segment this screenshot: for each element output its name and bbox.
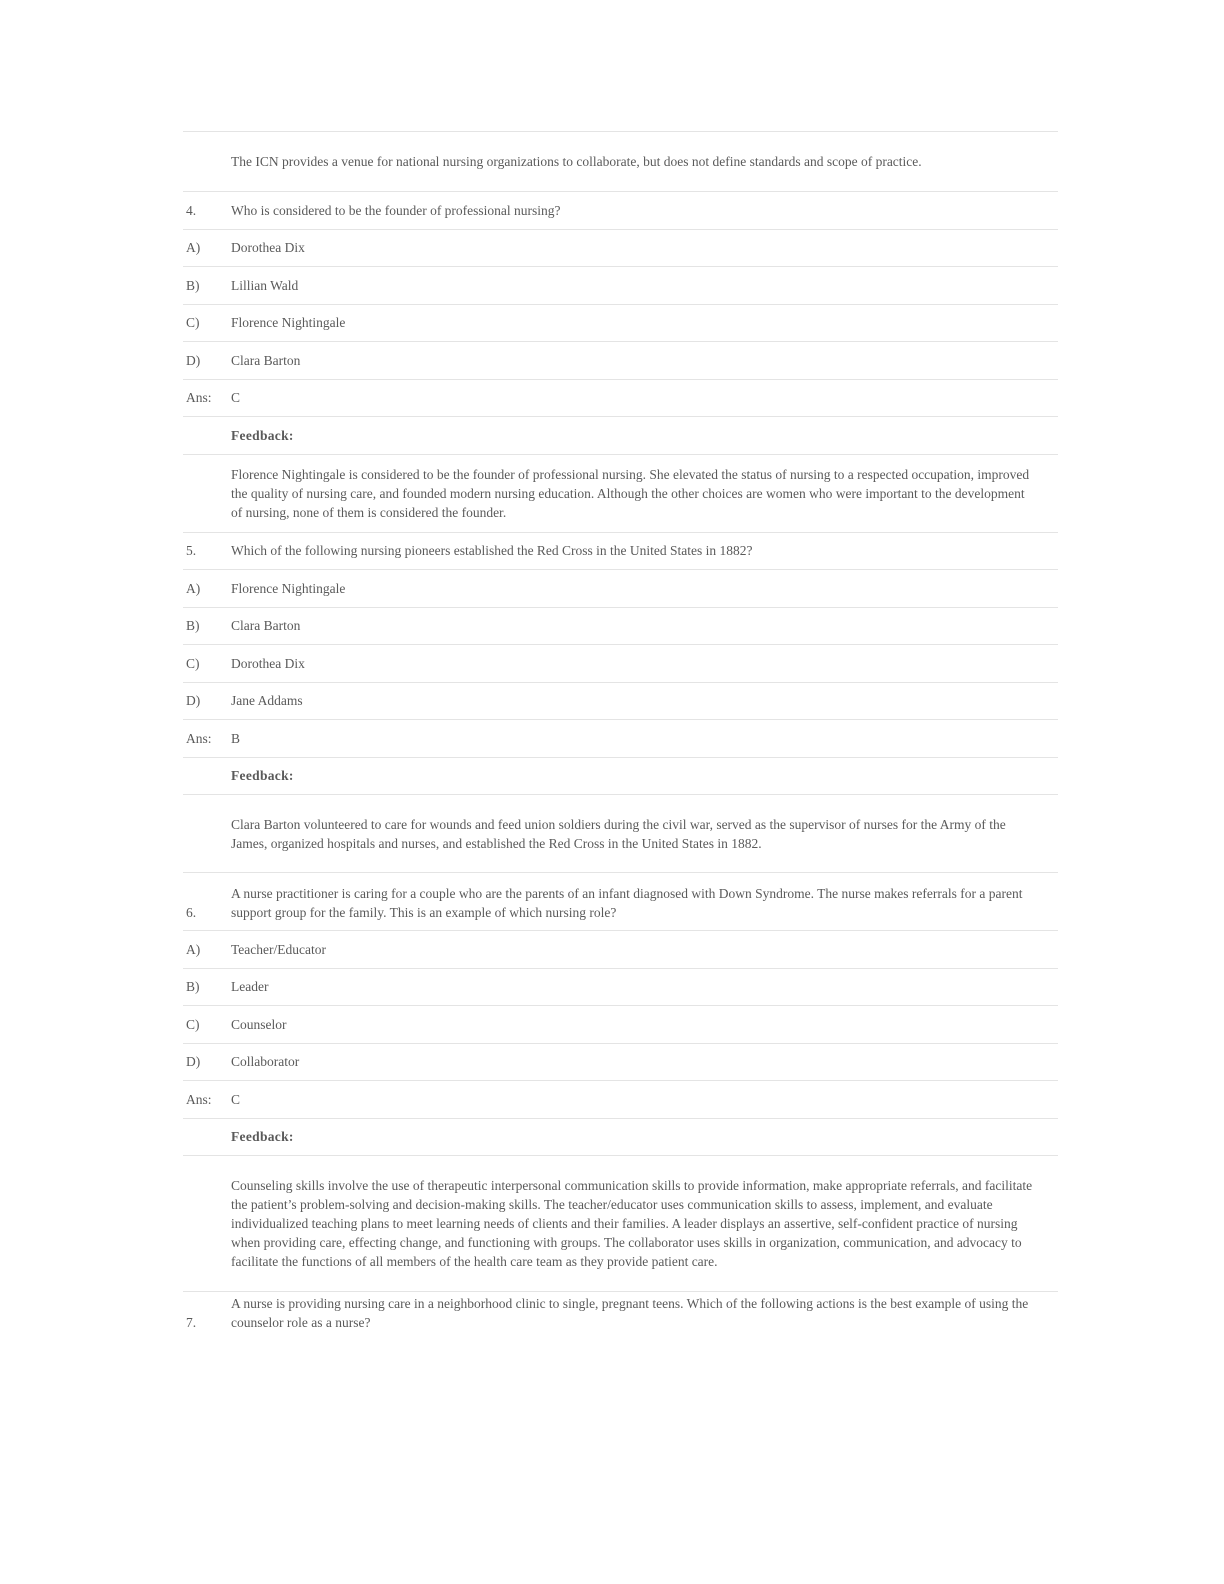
answer-value: C — [231, 390, 241, 406]
option-text: Florence Nightingale — [231, 580, 346, 596]
option-label: D) — [186, 352, 201, 368]
option-label: B) — [186, 979, 200, 995]
option-text: Dorothea Dix — [231, 240, 305, 256]
option-text: Dorothea Dix — [231, 655, 305, 671]
feedback-heading-row — [183, 416, 1058, 454]
feedback-heading-row — [183, 1118, 1058, 1156]
option-label: D) — [186, 693, 201, 709]
question-text: Which of the following nursing pioneers established the Red Cross in the United States in 1882? — [231, 543, 753, 559]
option-label: B) — [186, 618, 200, 634]
option-row — [183, 229, 1058, 267]
question-row — [183, 1291, 1058, 1334]
option-text: Leader — [231, 979, 269, 995]
answer-value: C — [231, 1091, 241, 1107]
option-row — [183, 607, 1058, 645]
question-document — [183, 131, 1058, 1334]
option-row — [183, 569, 1058, 607]
option-label: C) — [186, 655, 200, 671]
question-row — [183, 191, 1058, 229]
question-number: 4. — [186, 202, 197, 218]
feedback-text: Florence Nightingale is considered to be the founder of professional nursing. She elevated the status of nursing to a respected occupation, improved the quality of nursing care, and founded modern nursing education. Although the other choices are women who were important to the development of nursing, none of them is considered the founder. — [231, 466, 1030, 520]
answer-label: Ans: — [186, 1091, 212, 1107]
option-row — [183, 304, 1058, 342]
feedback-heading: Feedback: — [231, 1129, 294, 1145]
intro-feedback-row — [183, 131, 1058, 191]
question-number: 6. — [186, 905, 197, 920]
answer-row — [183, 1080, 1058, 1118]
option-row — [183, 341, 1058, 379]
option-row — [183, 968, 1058, 1006]
question-number: 5. — [186, 543, 197, 559]
question-row — [183, 532, 1058, 570]
feedback-text: Counseling skills involve the use of therapeutic interpersonal communication skills to provide information, make appropriate referrals, and facilitate the patient’s problem-solving and decision-making skills. The teacher/educator uses communication skills to assess, implement, and evaluate individualized teaching plans to meet learning needs of clients and their families. A leader displays an assertive, self-confident practice of nursing when providing care, effecting change, and functioning with groups. The collaborator uses skills in organization, communication, and advocacy to facilitate the functions of all members of the health care team as they provide patient care. — [231, 1178, 1033, 1269]
feedback-row — [183, 454, 1058, 532]
answer-row — [183, 719, 1058, 757]
option-row — [183, 266, 1058, 304]
option-text: Lillian Wald — [231, 277, 299, 293]
option-label: A) — [186, 580, 201, 596]
option-row — [183, 930, 1058, 968]
feedback-heading: Feedback: — [231, 768, 294, 784]
option-row — [183, 1043, 1058, 1081]
answer-row — [183, 379, 1058, 417]
option-text: Clara Barton — [231, 618, 301, 634]
question-row — [183, 872, 1058, 930]
feedback-row — [183, 1155, 1058, 1291]
feedback-row — [183, 794, 1058, 872]
option-text: Florence Nightingale — [231, 315, 346, 331]
answer-label: Ans: — [186, 390, 212, 406]
option-row — [183, 682, 1058, 720]
option-label: B) — [186, 277, 200, 293]
question-text: A nurse practitioner is caring for a couple who are the parents of an infant diagnosed with Down Syndrome. The nurse makes referrals for a parent support group for the family. This is an example of which nursing role? — [231, 886, 1023, 920]
answer-value: B — [231, 730, 241, 746]
option-text: Jane Addams — [231, 693, 303, 709]
option-label: A) — [186, 941, 201, 957]
question-number: 7. — [186, 1315, 197, 1330]
feedback-heading-row — [183, 757, 1058, 795]
option-text: Teacher/Educator — [231, 941, 326, 957]
option-row — [183, 1005, 1058, 1043]
question-text: A nurse is providing nursing care in a neighborhood clinic to single, pregnant teens. Which of the following actions is the best example of using the counselor role as a nurse? — [231, 1296, 1029, 1330]
answer-label: Ans: — [186, 730, 212, 746]
option-row — [183, 644, 1058, 682]
question-text: Who is considered to be the founder of professional nursing? — [231, 202, 561, 218]
option-text: Collaborator — [231, 1054, 300, 1070]
feedback-text: The ICN provides a venue for national nursing organizations to collaborate, but does not define standards and scope of practice. — [231, 154, 922, 169]
option-label: A) — [186, 240, 201, 256]
option-text: Counselor — [231, 1016, 287, 1032]
feedback-text: Clara Barton volunteered to care for wounds and feed union soldiers during the civil war, served as the supervisor of nurses for the Army of the James, organized hospitals and nurses, and established the Red Cross in the United States in 1882. — [231, 816, 1006, 851]
feedback-heading: Feedback: — [231, 427, 294, 443]
option-text: Clara Barton — [231, 352, 301, 368]
option-label: D) — [186, 1054, 201, 1070]
option-label: C) — [186, 315, 200, 331]
option-label: C) — [186, 1016, 200, 1032]
